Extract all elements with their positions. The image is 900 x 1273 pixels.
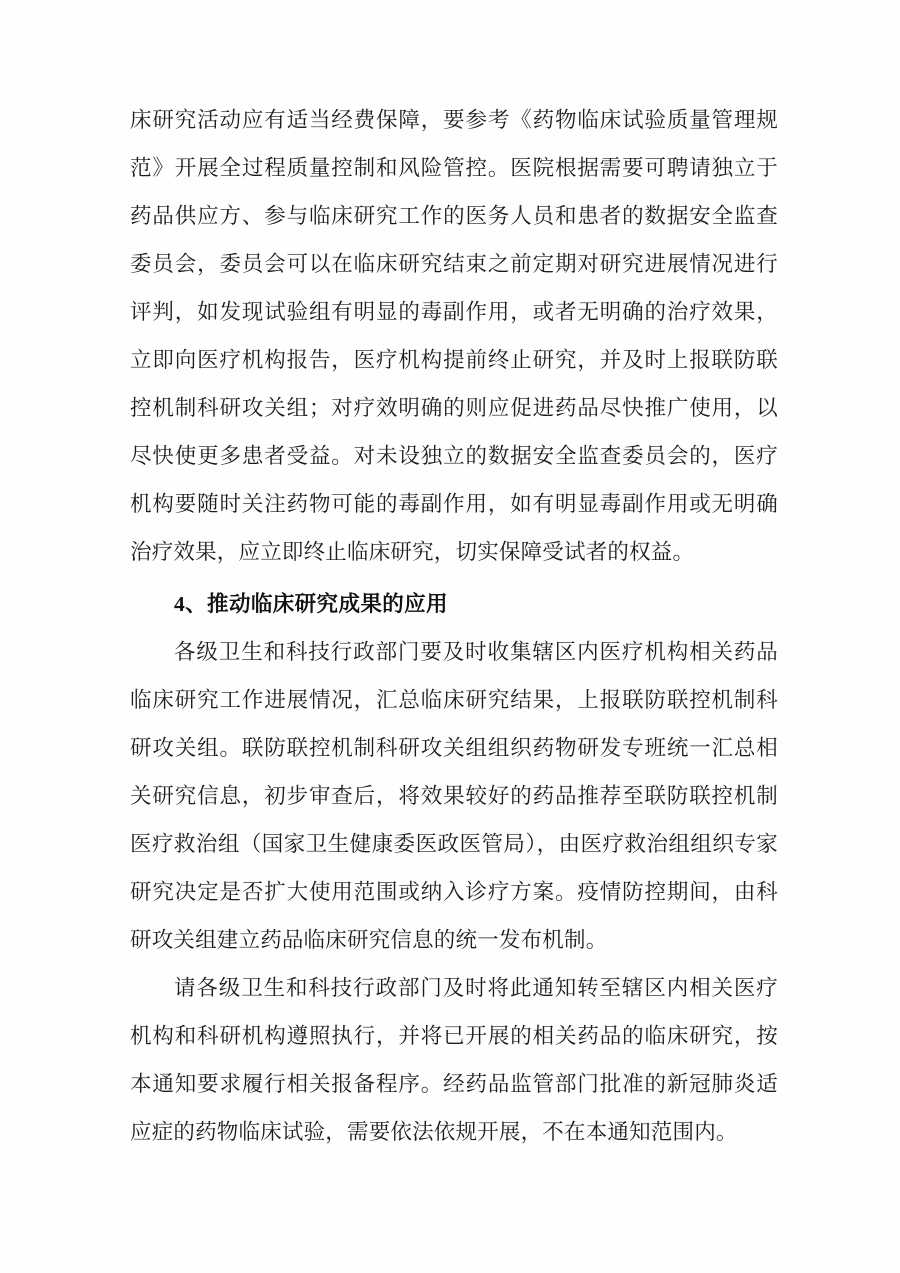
paragraph-notice-forwarding: 请各级卫生和科技行政部门及时将此通知转至辖区内相关医疗机构和科研机构遵照执行，并将已开展的相关药品的临床研究，按本通知要求履行相关报备程序。经药品监管部门批准的新冠肺炎适应症的药物临床试验，需要依法依规开展，不在本通知范围内。 [130,976,778,1144]
paragraph-results-application: 各级卫生和科技行政部门要及时收集辖区内医疗机构相关药品临床研究工作进展情况，汇总临床研究结果，上报联防联控机制科研攻关组。联防联控机制科研攻关组组织药物研发专班统一汇总相关研究信息，初步审查后，将效果较好的药品推荐至联防联控机制医疗救治组（国家卫生健康委医政医管局），由医疗救治组组织专家研究决定是否扩大使用范围或纳入诊疗方案。疫情防控期间，由科研攻关组建立药品临床研究信息的统一发布机制。 [130,640,778,952]
section-heading-4: 4、推动临床研究成果的应用 [174,592,448,616]
paragraph-clinical-research-funding: 床研究活动应有适当经费保障，要参考《药物临床试验质量管理规范》开展全过程质量控制和风险管控。医院根据需要可聘请独立于药品供应方、参与临床研究工作的医务人员和患者的数据安全监查委员会，委员会可以在临床研究结束之前定期对研究进展情况进行评判，如发现试验组有明显的毒副作用，或者无明确的治疗效果，立即向医疗机构报告，医疗机构提前终止研究，并及时上报联防联控机制科研攻关组；对疗效明确的则应促进药品尽快推广使用，以尽快使更多患者受益。对未设独立的数据安全监查委员会的，医疗机构要随时关注药物可能的毒副作用，如有明显毒副作用或无明确治疗效果，应立即终止临床研究，切实保障受试者的权益。 [130,108,778,564]
document-body [130,96,778,1156]
